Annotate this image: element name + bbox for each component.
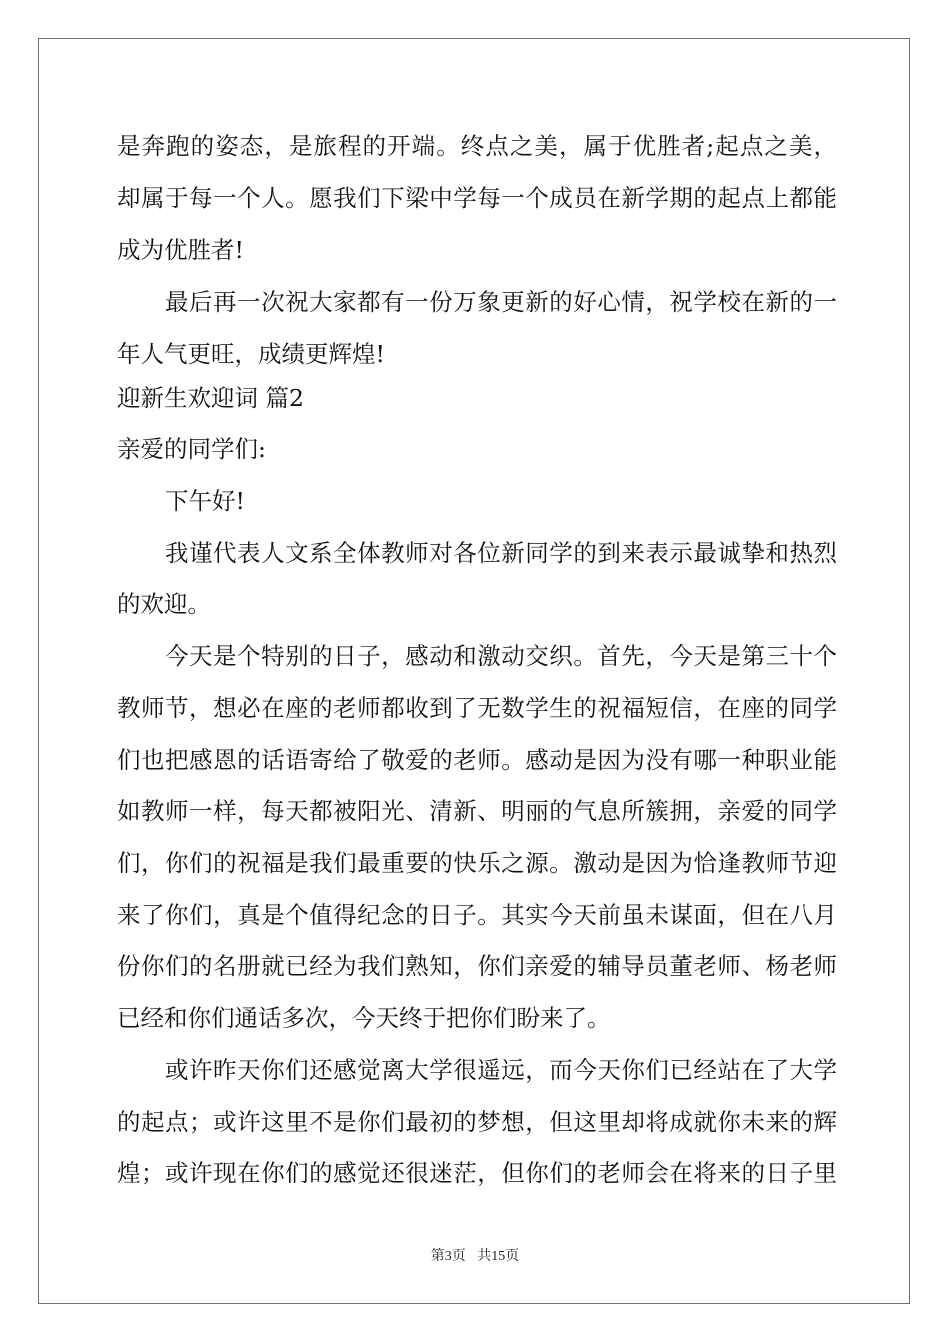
body-line: 成为优胜者! — [117, 236, 244, 264]
page-total: 共15页 — [477, 1249, 520, 1264]
greeting: 下午好! — [165, 487, 245, 515]
body-line: 来了你们，真是个值得纪念的日子。其实今天前虽未谋面，但在八月 — [117, 901, 837, 929]
salutation: 亲爱的同学们: — [117, 435, 266, 463]
body-line: 已经和你们通话多次，今天终于把你们盼来了。 — [117, 1004, 611, 1032]
section-heading: 迎新生欢迎词 篇2 — [117, 384, 304, 412]
body-line: 是奔跑的姿态，是旅程的开端。终点之美，属于优胜者;起点之美， — [117, 132, 837, 160]
body-line: 最后再一次祝大家都有一份万象更新的好心情，祝学校在新的一 — [165, 288, 837, 316]
body-line: 或许昨天你们还感觉离大学很遥远，而今天你们已经站在了大学 — [165, 1056, 837, 1084]
body-line: 年人气更旺，成绩更辉煌! — [117, 340, 385, 368]
page-number: 第3页 — [430, 1249, 466, 1264]
body-line: 份你们的名册就已经为我们熟知，你们亲爱的辅导员董老师、杨老师 — [117, 952, 837, 980]
body-line: 今天是个特别的日子，感动和激动交织。首先，今天是第三十个 — [165, 642, 837, 670]
body-line: 们，你们的祝福是我们最重要的快乐之源。激动是因为恰逢教师节迎 — [117, 849, 837, 877]
body-line: 我谨代表人文系全体教师对各位新同学的到来表示最诚挚和热烈 — [165, 539, 837, 567]
page-footer — [0, 1245, 950, 1265]
body-line: 的起点；或许这里不是你们最初的梦想，但这里却将成就你未来的辉 — [117, 1108, 837, 1136]
body-line: 的欢迎。 — [117, 590, 211, 618]
body-line: 们也把感恩的话语寄给了敬爱的老师。感动是因为没有哪一种职业能 — [117, 746, 837, 774]
body-line: 煌；或许现在你们的感觉还很迷茫，但你们的老师会在将来的日子里 — [117, 1159, 837, 1187]
body-line: 教师节，想必在座的老师都收到了无数学生的祝福短信，在座的同学 — [117, 694, 837, 722]
body-line: 如教师一样，每天都被阳光、清新、明丽的气息所簇拥，亲爱的同学 — [117, 797, 837, 825]
body-line: 却属于每一个人。愿我们下梁中学每一个成员在新学期的起点上都能 — [117, 184, 837, 212]
